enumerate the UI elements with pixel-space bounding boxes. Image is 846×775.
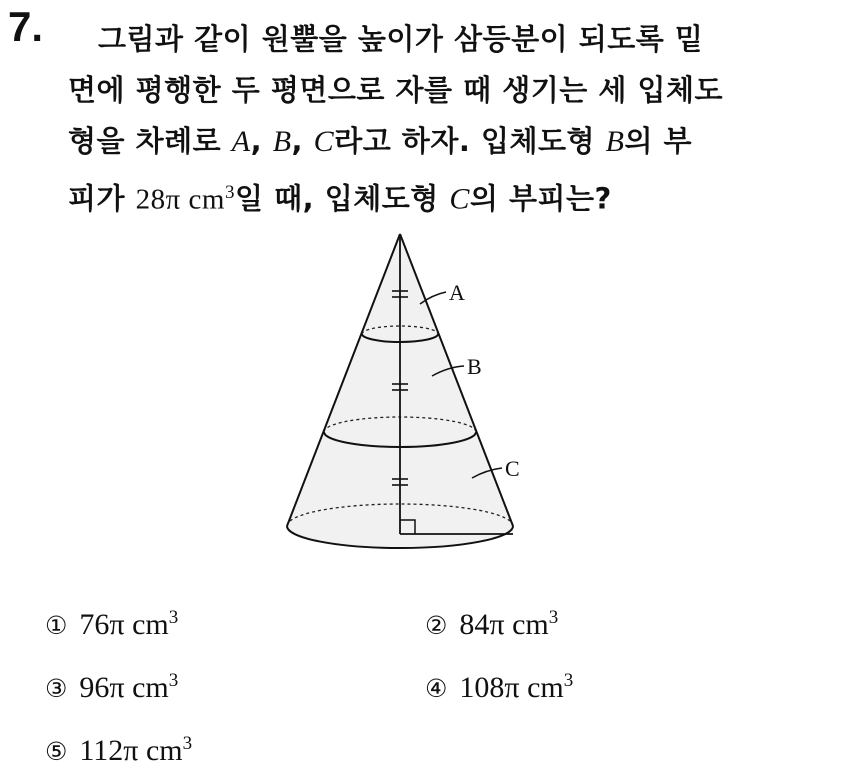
choice-value: 76π cm — [79, 608, 169, 641]
question-stem — [68, 14, 838, 226]
choice-value: 84π cm — [459, 608, 549, 641]
choice-value: 112π cm — [79, 734, 183, 767]
label-c: C — [505, 456, 520, 481]
variable-b: B — [272, 125, 292, 158]
stem-text: 의 부 — [624, 124, 693, 158]
variable-c: C — [449, 182, 470, 216]
choice-exponent: 3 — [182, 733, 193, 754]
choice-marker: ① — [45, 611, 68, 640]
stem-text: 형을 차례로 — [68, 124, 232, 158]
stem-text: 의 부피는? — [469, 181, 612, 216]
stem-line-1: 그림과 같이 원뿔을 높이가 삼등분이 되도록 밑 — [98, 22, 704, 56]
cone-diagram — [260, 220, 550, 580]
choice-3[interactable] — [45, 663, 178, 707]
choice-marker: ⑤ — [45, 737, 68, 766]
volume-b-exponent: 3 — [224, 182, 235, 203]
stem-text: 일 때, 입체도형 — [234, 181, 450, 216]
choice-exponent: 3 — [548, 607, 559, 628]
choice-value: 108π cm — [459, 671, 564, 704]
choice-5[interactable] — [45, 726, 192, 770]
variable-a: A — [231, 125, 251, 158]
choice-exponent: 3 — [563, 670, 574, 691]
stem-text: 라고 하자. 입체도형 — [334, 124, 606, 158]
separator: , — [291, 124, 314, 158]
choice-2[interactable] — [425, 600, 558, 644]
choice-exponent: 3 — [168, 670, 179, 691]
label-b: B — [467, 354, 482, 379]
separator: , — [250, 124, 273, 158]
choice-value: 96π cm — [79, 671, 169, 704]
question-number: 7. — [8, 3, 44, 50]
choice-1[interactable] — [45, 600, 178, 644]
volume-b: 28π cm — [135, 183, 225, 216]
choice-marker: ② — [425, 611, 448, 640]
stem-line-4 — [68, 167, 838, 226]
choice-marker: ④ — [425, 674, 448, 703]
choice-marker: ③ — [45, 674, 68, 703]
stem-line-2: 면에 평행한 두 평면으로 자를 때 생기는 세 입체도 — [68, 73, 724, 107]
variable-b: B — [605, 125, 625, 158]
choice-4[interactable] — [425, 663, 573, 707]
choice-exponent: 3 — [168, 607, 179, 628]
label-a: A — [449, 280, 465, 305]
variable-c: C — [313, 125, 335, 158]
stem-text: 피가 — [68, 181, 136, 216]
stem-line-3 — [68, 116, 838, 167]
